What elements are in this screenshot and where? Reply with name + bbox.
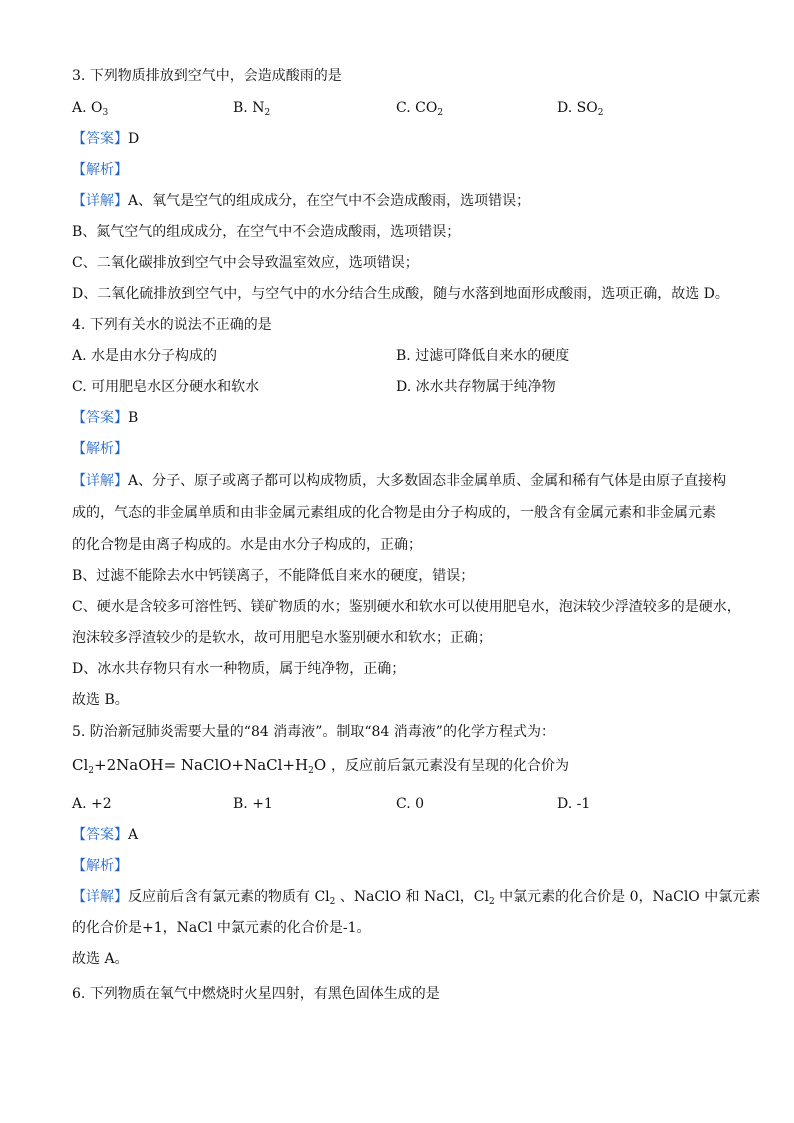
q4-option-a: A. 水是由水分子构成的 — [72, 348, 218, 364]
q4-detail-line-2: 成的，气态的非金属单质和由非金属元素组成的化合物是由分子构成的，一般含有金属元素和非金属元素 — [72, 505, 716, 521]
q3-analysis-heading: 【解析】 — [72, 162, 128, 178]
answer-tag: 【答案】 — [72, 131, 128, 147]
q5-detail-line-3: 故选 A。 — [72, 951, 129, 967]
q4-analysis-heading: 【解析】 — [72, 441, 128, 457]
q3-detail-line-3: C、二氧化碳排放到空气中会导致温室效应，选项错误； — [72, 255, 419, 271]
q4-option-d: D. 冰水共存物属于纯净物 — [396, 379, 556, 395]
q4-detail-line-7: D、冰水共存物只有水一种物质，属于纯净物，正确； — [72, 661, 406, 677]
q4-option-c: C. 可用肥皂水区分硬水和软水 — [72, 379, 260, 395]
q5-analysis-heading: 【解析】 — [72, 858, 128, 874]
q4-detail-line-6: 泡沫较多浮渣较少的是软水，故可用肥皂水鉴别硬水和软水；正确； — [72, 630, 492, 646]
q3-detail-line-4: D、二氧化硫排放到空气中，与空气中的水分结合生成酸，随与水落到地面形成酸雨，选项正确，故选 D。 — [72, 286, 729, 302]
q4-detail-line-4: B、过滤不能除去水中钙镁离子，不能降低自来水的硬度，错误； — [72, 568, 475, 584]
q3-detail-line-1: 【详解】A、氧气是空气的组成成分，在空气中不会造成酸雨，选项错误； — [72, 193, 531, 209]
q3-option-d: D. $SO_2$ — [557, 100, 604, 118]
q4-detail-line-3: 的化合物是由离子构成的。水是由水分子构成的，正确； — [72, 537, 422, 553]
q5-stem: 5. 防治新冠肺炎需要大量的“84 消毒液”。制取“84 消毒液”的化学方程式为： — [72, 724, 555, 740]
q5-answer: 【答案】A — [72, 827, 139, 843]
q4-detail-line-8: 故选 B。 — [72, 692, 129, 708]
q5-option-b: B. +1 — [233, 796, 273, 812]
q3-answer: 【答案】D — [72, 131, 140, 147]
q4-answer: 【答案】B — [72, 410, 139, 426]
q3-stem: 3. 下列物质排放到空气中，会造成酸雨的是 — [72, 68, 342, 84]
q5-option-c: C. 0 — [396, 796, 425, 812]
q4-detail-line-1: 【详解】A、分子、原子或离子都可以构成物质，大多数固态非金属单质、金属和稀有气体是由原子直接构 — [72, 473, 727, 489]
q4-detail-line-5: C、硬水是含较多可溶性钙、镁矿物质的水；鉴别硬水和软水可以使用肥皂水，泡沫较少浮渣较多的是硬水， — [72, 599, 741, 615]
q5-option-a: A. +2 — [72, 796, 112, 812]
q5-detail-line-2: 的化合价是+1，NaCl 中氯元素的化合价是-1。 — [72, 920, 371, 936]
q3-option-a: A. $O_3$ — [72, 100, 109, 118]
q4-stem: 4. 下列有关水的说法不正确的是 — [72, 317, 272, 333]
q3-option-b: B. $N_2$ — [233, 100, 271, 118]
q3-detail-line-2: B、氮气空气的组成成分，在空气中不会造成酸雨，选项错误； — [72, 224, 461, 240]
q6-stem: 6. 下列物质在氧气中燃烧时火星四射，有黑色固体生成的是 — [72, 986, 440, 1002]
q5-detail-line-1: 【详解】反应前后含有氯元素的物质有 $Cl_2$ 、NaClO 和 NaCl，$Cl_2$ 中氯元素的化合价是 0，NaClO 中氯元素 — [72, 889, 761, 907]
q5-equation: $Cl_2+2NaOH=$ $NaClO+NaCl+H_2O$ ，反应前后氯元素没有呈现的化合价为 — [72, 756, 569, 776]
q3-option-c: C. $CO_2$ — [396, 100, 444, 118]
q5-option-d: D. -1 — [557, 796, 591, 812]
q4-option-b: B. 过滤可降低自来水的硬度 — [396, 348, 570, 364]
